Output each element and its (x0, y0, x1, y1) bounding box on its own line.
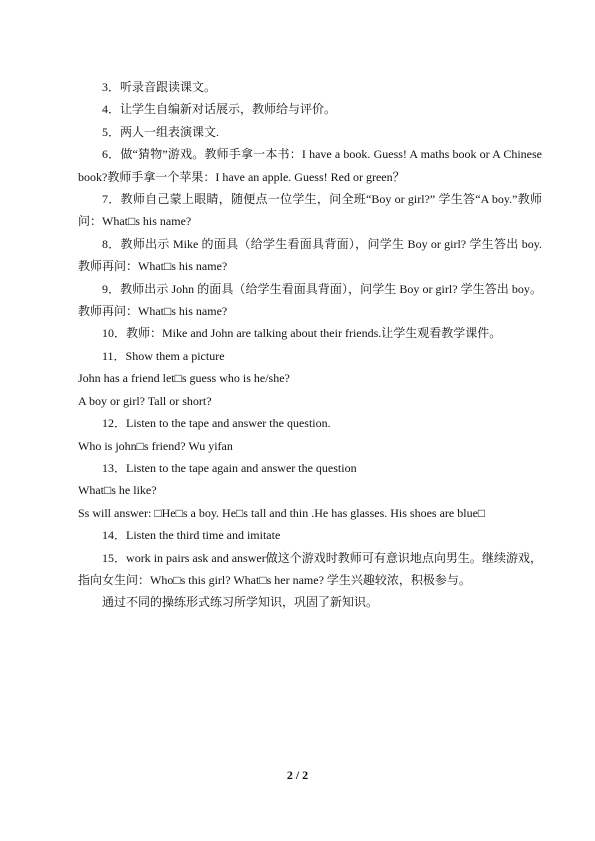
document-body (78, 76, 542, 614)
paragraph: 8．教师出示 Mike 的面具（给学生看面具背面），问学生 Boy or girl? 学生答出 boy.教师再问：What□s his name? (78, 236, 542, 274)
paragraph: 通过不同的操练形式练习所学知识，巩固了新知识。 (102, 595, 379, 610)
paragraph: 11．Show them a picture (102, 348, 225, 363)
paragraph: Who is john□s friend? Wu yifan (78, 438, 233, 453)
paragraph: 6．做“猜物”游戏。教师手拿一本书：I have a book. Guess! A maths book or A Chinese book?教师手拿一个苹果：I have an apple. Guess! Red or green？ (78, 147, 542, 184)
paragraph: 5．两人一组表演课文. (102, 124, 220, 139)
paragraph: What□s he like? (78, 483, 157, 498)
page-number: 2 / 2 (286, 768, 309, 782)
paragraph: 10．教师：Mike and John are talking about their friends.让学生观看教学课件。 (102, 326, 502, 341)
paragraph: 3．听录音跟读课文。 (102, 80, 217, 94)
paragraph: 13．Listen to the tape again and answer the question (102, 460, 357, 475)
paragraph: Ss will answer: □He□s a boy. He□s tall and thin .He has glasses. His shoes are blue□ (78, 505, 486, 520)
paragraph: 4．让学生自编新对话展示，教师给与评价。 (102, 102, 337, 117)
paragraph: John has a friend let□s guess who is he/she? (78, 371, 290, 386)
paragraph: 12．Listen to the tape and answer the question. (102, 416, 331, 431)
paragraph: 14．Listen the third time and imitate (102, 528, 281, 543)
paragraph: 9．教师出示 John 的面具（给学生看面具背面），问学生 Boy or girl? 学生答出 boy。教师再问：What□s his name? (78, 281, 542, 319)
paragraph: A boy or girl? Tall or short? (78, 393, 212, 408)
paragraph: 7．教师自己蒙上眼睛，随便点一位学生，问全班“Boy or girl?” 学生答“A boy.”教师问：What□s his name? (78, 192, 542, 229)
paragraph: 15．work in pairs ask and answer做这个游戏时教师可有意识地点向男生。继续游戏，指向女生问：Who□s this girl? What□s her name? 学生兴趣较浓，积极参与。 (78, 550, 542, 587)
